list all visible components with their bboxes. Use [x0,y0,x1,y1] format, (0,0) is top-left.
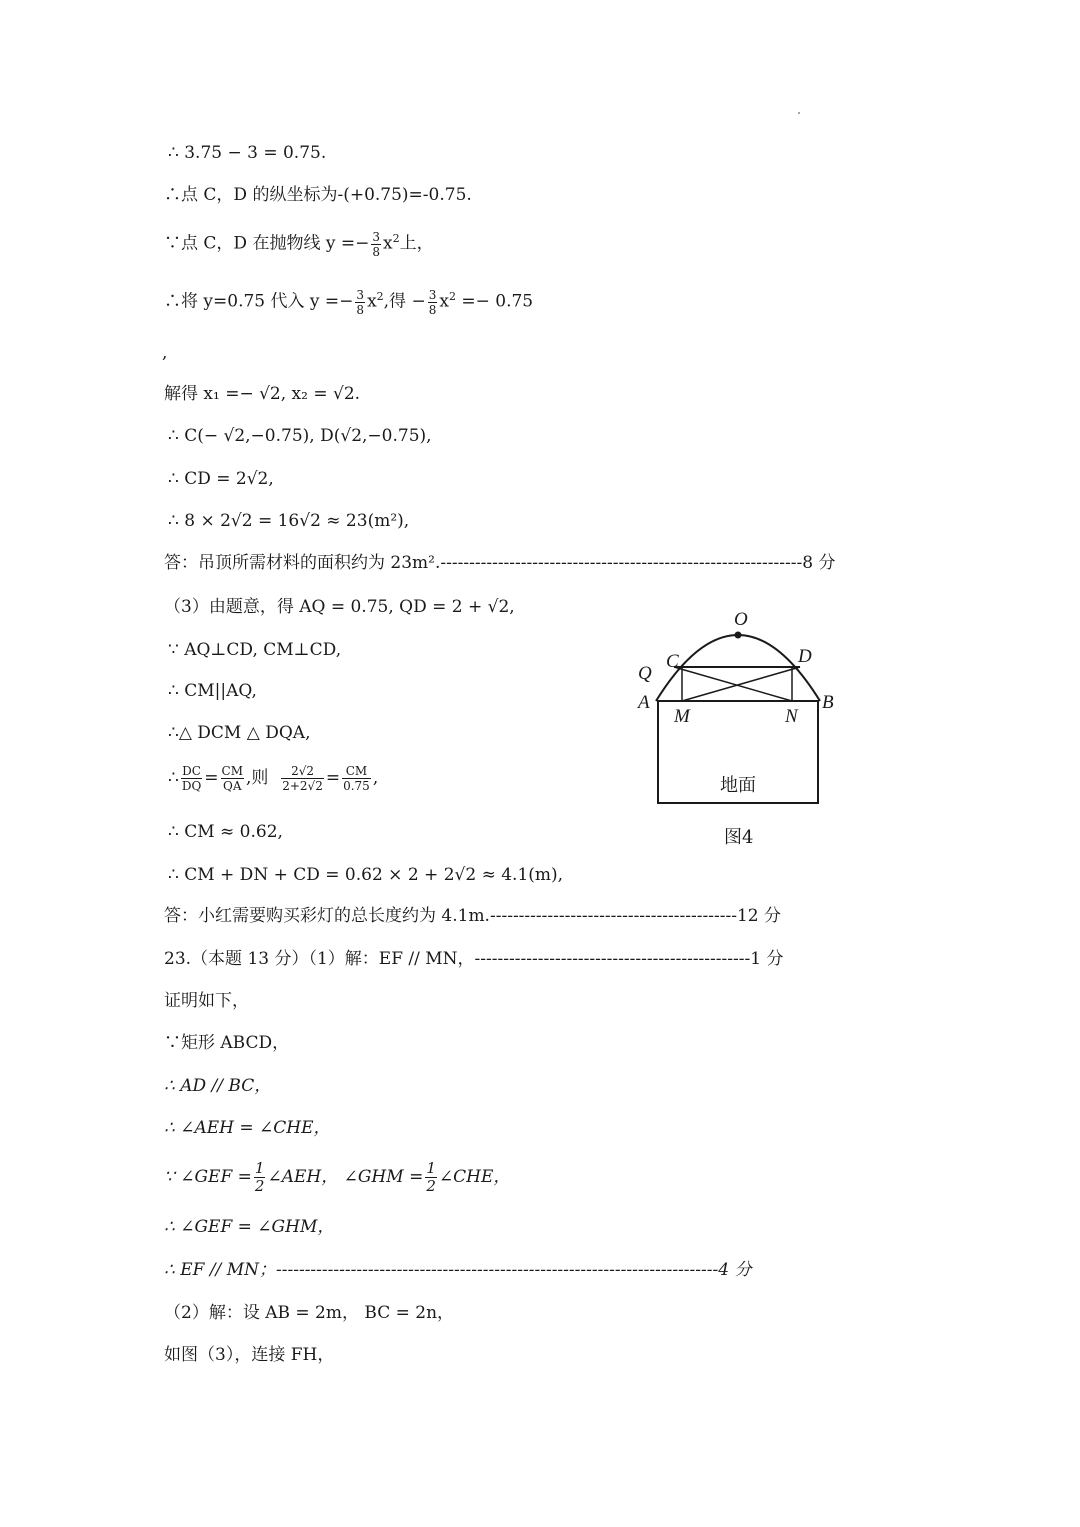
fraction-cm-qa [221,764,244,793]
frac-den: 2 [426,1177,436,1195]
frac-num: 3 [356,287,365,302]
fraction-half [425,1160,437,1195]
figure-4-diagram [632,605,852,855]
figure-caption: 图4 [724,827,754,848]
label-o: O [734,609,748,630]
line-11: （3）由题意，得 AQ = 0.75, QD = 2 + √2, [164,597,515,617]
segment-cn [674,667,792,701]
label-n: N [785,706,798,727]
line-3-x: x [383,233,393,254]
line-15 [168,764,378,793]
fraction-dc-dq [181,764,202,793]
line-26: ∴ EF // MN；-----------------------------------------------------------------------------4 分 [164,1260,752,1280]
fraction-3-8 [428,288,438,317]
frac-den: DQ [181,779,202,793]
fraction-3-8 [355,288,365,317]
frac-num: 1 [254,1159,265,1177]
line-4-x: x [367,291,377,312]
line-3-text-a: ∵点 C，D 在抛物线 y =− [164,233,370,254]
line-12: ∵ AQ⊥CD, CM⊥CD, [168,640,342,660]
exponent: 2 [376,290,384,303]
line-5: , [162,343,168,363]
frac-num: 2√2 [281,764,324,779]
line-13: ∴ CM||AQ, [168,681,257,701]
vertex-o-dot [735,632,742,639]
frac-den: QA [223,779,242,793]
label-a: A [638,692,650,713]
line-3 [164,228,434,259]
line-3-text-c: 上， [399,233,434,254]
line-4 [164,286,533,317]
line-4-text-c: ,得 − [383,291,426,312]
line-7: ∴ C(− √2,−0.75), D(√2,−0.75), [168,426,432,446]
equals: = [325,768,341,788]
line-17: ∴ CM + DN + CD = 0.62 × 2 + 2√2 ≈ 4.1(m), [168,865,564,885]
line-18: 答：小红需要购买彩灯的总长度约为 4.1m.-------------------------------------------12 分 [164,906,781,926]
line-4-text-e: =− 0.75 [455,291,534,312]
frac-num: CM [342,764,371,779]
frac-den: 2+2√2 [282,779,323,793]
line-14: ∴△ DCM △ DQA, [168,723,311,743]
line-15-text-c: ,则 [246,768,269,788]
line-16: ∴ CM ≈ 0.62, [168,822,283,842]
label-q: Q [638,663,652,684]
line-20: 证明如下， [164,991,249,1011]
line-27: （2）解：设 AB = 2m， BC = 2n， [164,1303,455,1323]
line-21: ∵矩形 ABCD， [164,1033,290,1053]
frac-num: 1 [426,1159,436,1177]
frac-den: 8 [428,302,437,317]
frac-num: DC [182,764,201,778]
frac-den: 2 [254,1177,265,1195]
frac-num: 3 [428,287,437,302]
therefore-symbol: ∴ [168,768,179,788]
line-24 [164,1160,510,1195]
exponent: 2 [448,290,456,303]
fraction-3-8 [371,230,381,259]
line-10: 答：吊顶所需材料的面积约为 23m².---------------------------------------------------------------8 分 [164,553,836,573]
frac-den: 0.75 [343,779,370,793]
line-4-x2: x [439,291,449,312]
line-25: ∴ ∠GEF = ∠GHM， [164,1217,335,1237]
fraction-cm-075 [342,764,371,793]
fraction-sqrt [281,764,324,793]
label-d: D [798,646,812,667]
exponent: 2 [392,232,400,245]
scan-dot [798,112,800,114]
fraction-half [254,1160,266,1195]
line-6: 解得 x₁ =− √2, x₂ = √2. [164,384,361,404]
segment-dm [682,667,800,701]
line-1: ∴ 3.75 − 3 = 0.75. [168,143,327,163]
line-28: 如图（3），连接 FH， [164,1345,335,1365]
frac-num: CM [221,764,244,778]
line-23: ∴ ∠AEH = ∠CHE， [164,1118,331,1138]
label-m: M [674,706,690,727]
frac-num: 3 [372,229,380,244]
comma: , [372,768,379,788]
equals: = [204,768,219,788]
label-b: B [822,692,834,713]
line-9: ∴ 8 × 2√2 = 16√2 ≈ 23(m²), [168,511,410,531]
ground-label: 地面 [720,775,756,796]
line-24-text-c: ∠CHE， [438,1167,511,1187]
line-24-text-b: ∠AEH， ∠GHM = [267,1167,424,1187]
line-19: 23.（本题 13 分）（1）解：EF // MN，------------------------------------------------1 分 [164,949,784,969]
frac-den: 8 [356,302,365,317]
line-24-text-a: ∵ ∠GEF = [164,1167,252,1187]
line-2: ∴点 C，D 的纵坐标为-(+0.75)=-0.75. [164,185,472,205]
line-22: ∴ AD // BC， [164,1076,272,1096]
label-c: C [666,651,679,672]
line-4-text-a: ∴将 y=0.75 代入 y =− [164,291,354,312]
frac-den: 8 [372,244,380,259]
figure-4 [632,605,852,855]
line-8: ∴ CD = 2√2, [168,469,274,489]
